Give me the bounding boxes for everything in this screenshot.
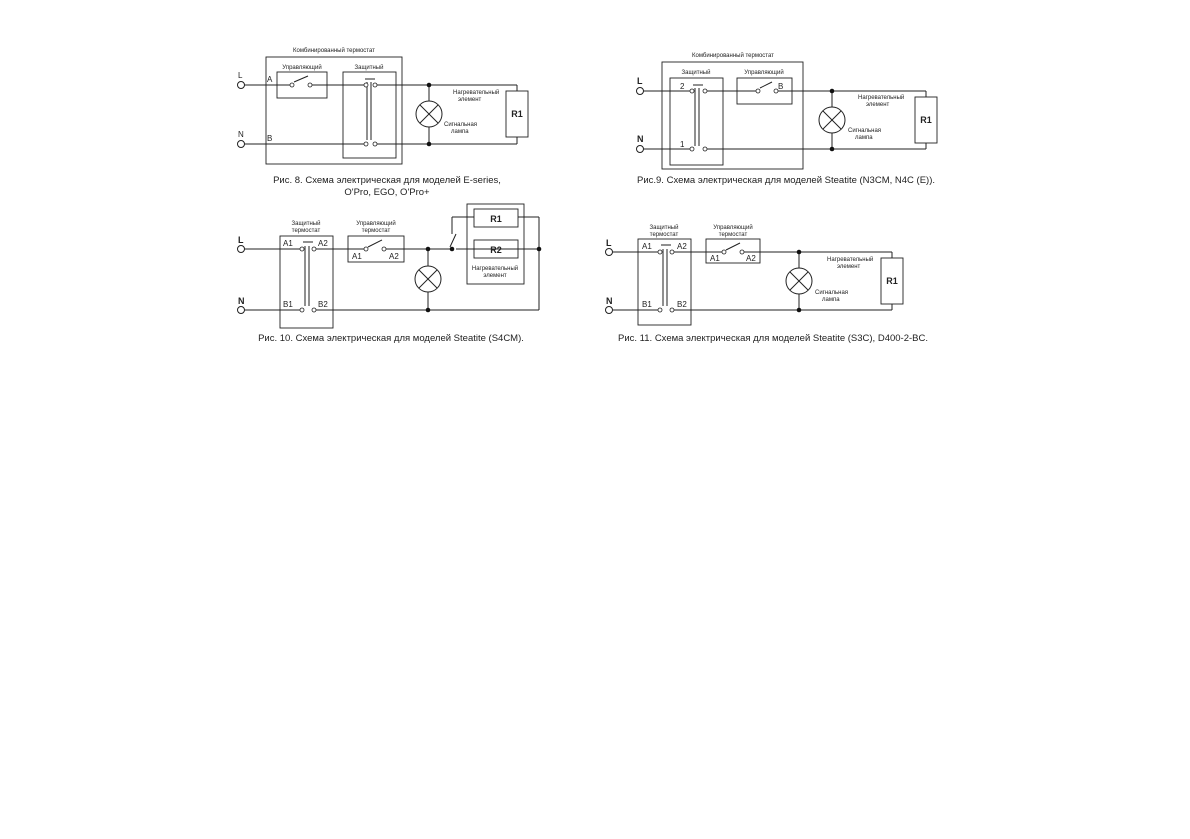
junction: [797, 250, 802, 255]
terminal-n: [238, 141, 245, 148]
resistor-r1-label: R1: [490, 214, 502, 224]
figure-9: [637, 52, 938, 186]
label-l: L: [637, 76, 643, 86]
contact: [364, 83, 368, 87]
terminal-n: [637, 146, 644, 153]
pin-a2: A2: [677, 242, 687, 251]
terminal-n: [606, 307, 613, 314]
protect-thermostat-label: Защитный: [681, 70, 711, 76]
junction: [427, 142, 432, 147]
pin-b1: B1: [283, 300, 293, 309]
figure-8: [238, 47, 529, 198]
contact: [308, 83, 312, 87]
figure-11: [606, 224, 929, 344]
protect-thermostat-box: [280, 236, 333, 328]
resistor-r1-label: R1: [920, 115, 932, 125]
heater-label: Нагревательный элемент: [858, 95, 905, 108]
pin-b1: B1: [642, 300, 652, 309]
pin-1: 1: [680, 140, 685, 149]
pin-a1: A1: [283, 239, 293, 248]
resistor-r1-label: R1: [511, 109, 523, 119]
junction: [797, 308, 802, 313]
contact: [300, 247, 304, 251]
terminal-n: [238, 307, 245, 314]
contact: [290, 83, 294, 87]
label-l: L: [606, 238, 612, 248]
caption: Рис.9. Схема электрическая для моделей Steatite (N3CM, N4C (E)).: [636, 175, 936, 186]
caption: Рис. 11. Схема электрическая для моделей Steatite (S3C), D400-2-BC.: [618, 333, 928, 344]
contact: [658, 308, 662, 312]
pin-b2: B2: [318, 300, 328, 309]
pin-a: A: [267, 75, 273, 84]
junction: [426, 247, 431, 252]
contact: [312, 308, 316, 312]
pin-b2: B2: [677, 300, 687, 309]
label-l: L: [238, 71, 243, 80]
combined-thermostat-label: Комбинированный термостат: [293, 48, 375, 54]
terminal-l: [238, 246, 245, 253]
contact: [690, 89, 694, 93]
protect-thermostat-label: Защитный термостат: [649, 225, 679, 238]
resistor-r1-label: R1: [886, 276, 898, 286]
caption-line-2: O'Pro, EGO, O'Pro+: [344, 187, 430, 198]
label-n: N: [637, 134, 644, 144]
pin-a1: A1: [642, 242, 652, 251]
contact: [774, 89, 778, 93]
control-switch-blade: [368, 240, 382, 247]
control-switch-blade: [294, 76, 308, 82]
caption: Рис. 10. Схема электрическая для моделей Steatite (S4CM).: [258, 333, 524, 344]
caption-line-1: Рис. 8. Схема электрическая для моделей E-series,: [273, 175, 501, 186]
contact: [670, 250, 674, 254]
junction: [426, 308, 431, 313]
terminal-l: [606, 249, 613, 256]
pin-2: 2: [680, 82, 685, 91]
lamp-label: Сигнальная лампа: [815, 290, 849, 303]
contact: [364, 247, 368, 251]
control-thermostat-label: Управляющий термостат: [713, 225, 753, 238]
control-switch-blade: [726, 243, 740, 250]
ctrl-a1: A1: [352, 252, 362, 261]
control-thermostat-label: Управляющий: [744, 70, 784, 76]
ctrl-a2: A2: [389, 252, 399, 261]
heater-label: Нагревательный элемент: [471, 266, 519, 279]
contact: [690, 147, 694, 151]
contact: [300, 308, 304, 312]
contact: [703, 147, 707, 151]
protect-thermostat-label: Защитный термостат: [291, 221, 321, 234]
lamp-label: Сигнальная лампа: [444, 122, 478, 135]
heater-label: Нагревательный элемент: [827, 257, 874, 270]
r1-switch-blade: [450, 234, 456, 247]
contact: [670, 308, 674, 312]
terminal-l: [238, 82, 245, 89]
lamp-label: Сигнальная лампа: [848, 128, 882, 141]
protect-thermostat-label: Защитный: [354, 65, 384, 71]
contact: [373, 142, 377, 146]
resistor-r2-label: R2: [490, 245, 502, 255]
junction: [830, 89, 835, 94]
control-thermostat-label: Управляющий термостат: [356, 221, 396, 234]
pin-a2: A2: [318, 239, 328, 248]
pin-b: B: [267, 134, 273, 143]
figure-10: [238, 204, 542, 344]
pin-b: B: [778, 82, 784, 91]
contact: [382, 247, 386, 251]
ctrl-a2: A2: [746, 254, 756, 263]
ctrl-a1: A1: [710, 254, 720, 263]
contact: [756, 89, 760, 93]
contact: [658, 250, 662, 254]
label-l: L: [238, 235, 244, 245]
control-switch-blade: [760, 82, 772, 88]
terminal-l: [637, 88, 644, 95]
junction: [427, 83, 432, 88]
junction: [450, 247, 455, 252]
label-n: N: [606, 296, 613, 306]
combined-thermostat-box: [266, 57, 402, 164]
heater-label: Нагревательный элемент: [453, 90, 500, 103]
contact: [703, 89, 707, 93]
combined-thermostat-label: Комбинированный термостат: [692, 53, 774, 59]
label-n: N: [238, 130, 244, 139]
label-n: N: [238, 296, 245, 306]
control-thermostat-label: Управляющий: [282, 65, 322, 71]
junction: [537, 247, 542, 252]
contact: [364, 142, 368, 146]
contact: [722, 250, 726, 254]
contact: [740, 250, 744, 254]
contact: [312, 247, 316, 251]
junction: [830, 147, 835, 152]
contact: [373, 83, 377, 87]
